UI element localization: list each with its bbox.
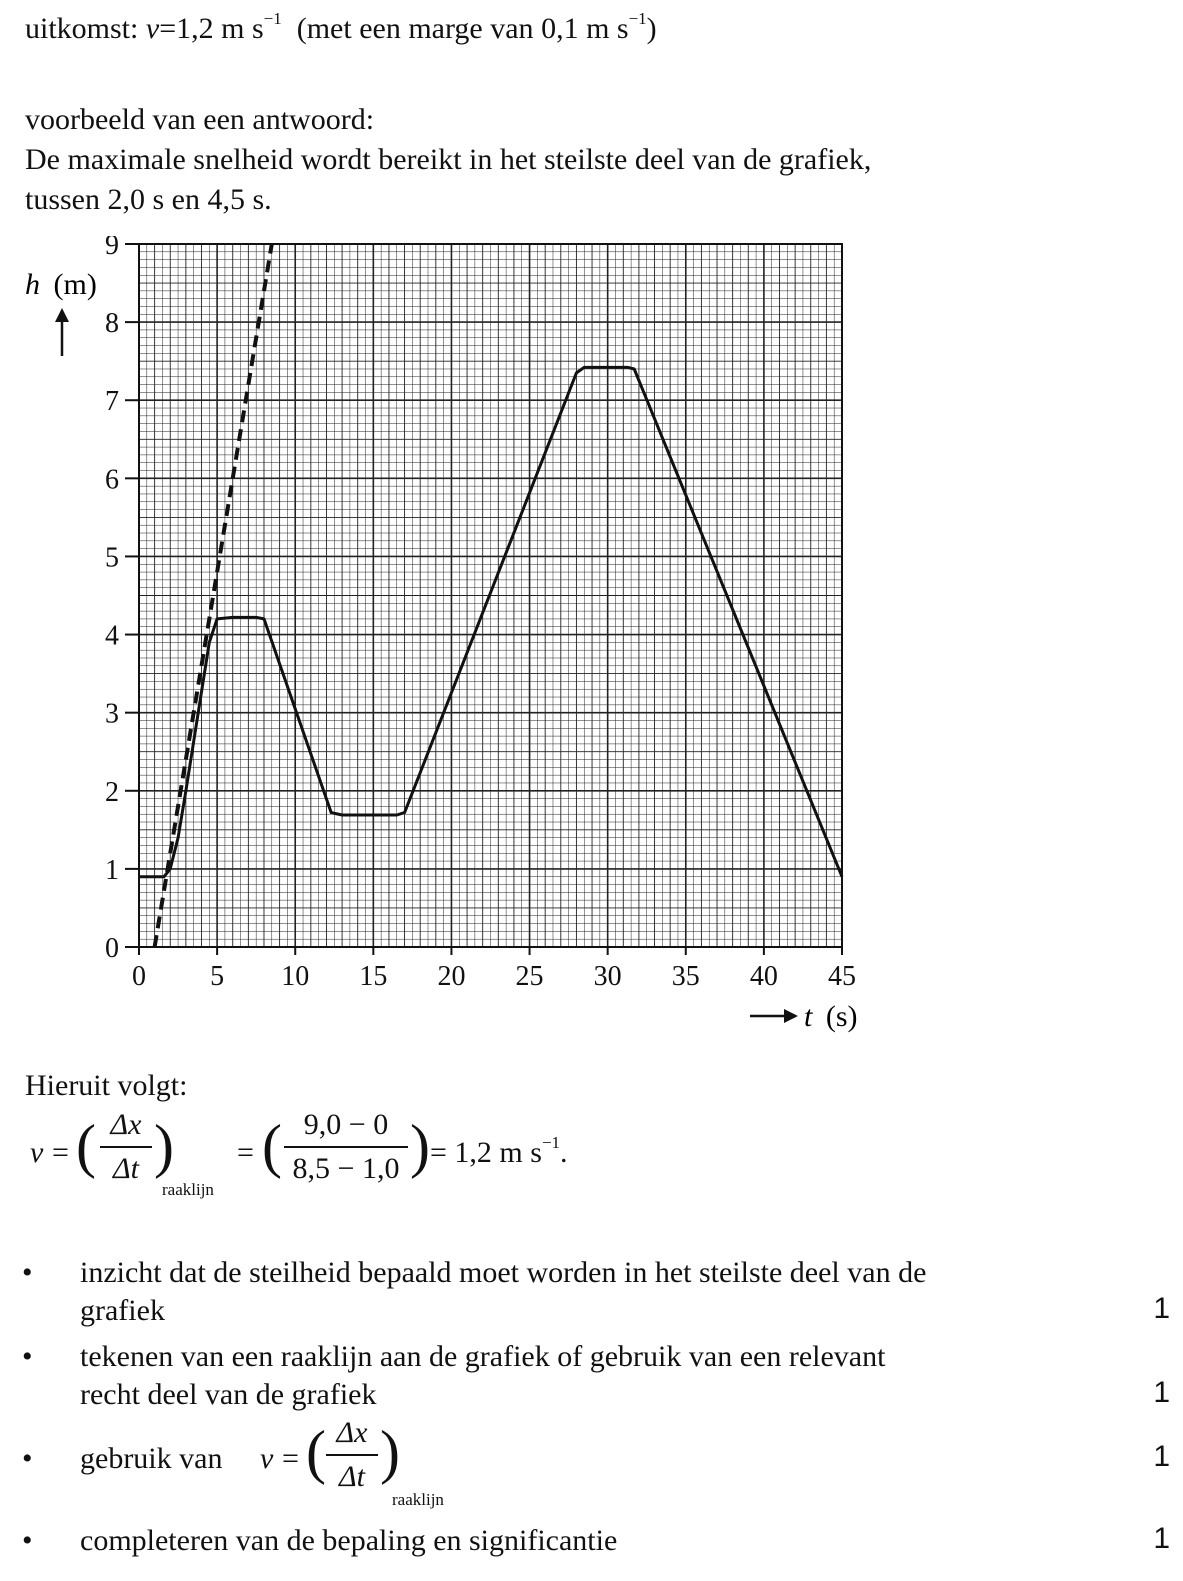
x-tick-label: 0 bbox=[132, 961, 146, 992]
y-tick-label: 5 bbox=[105, 542, 119, 574]
bullet-3: • bbox=[22, 1442, 33, 1475]
criterion-3-denominator: Δt bbox=[339, 1460, 365, 1493]
formula-eq: = bbox=[52, 1136, 69, 1169]
answer-label: uitkomst: bbox=[25, 12, 139, 45]
x-axis-unit: (s) bbox=[825, 1000, 858, 1033]
criterion-3-numerator: Δx bbox=[336, 1416, 368, 1449]
fraction-numerator: Δx bbox=[110, 1108, 142, 1141]
result-period: . bbox=[560, 1136, 568, 1169]
answer-eq: = bbox=[159, 12, 177, 45]
bullet-1: • bbox=[22, 1256, 33, 1289]
formula-paren-open-2: ( bbox=[262, 1113, 282, 1179]
answer-value: 1,2 bbox=[176, 12, 214, 45]
x-axis-arrow-icon bbox=[750, 1009, 798, 1023]
formula-result bbox=[430, 1134, 568, 1172]
formula-paren-close: ) bbox=[154, 1113, 174, 1179]
formula-subscript: raaklijn bbox=[162, 1180, 214, 1199]
criterion-1-line-1: inzicht dat de steilheid bepaald moet worden in het steilste deel van de bbox=[80, 1256, 927, 1289]
y-tick-label: 4 bbox=[105, 620, 119, 652]
margin-open: (met een marge van bbox=[296, 12, 534, 45]
fraction-numerator-values: 9,0 − 0 bbox=[303, 1108, 389, 1141]
fraction-bar-values bbox=[284, 1146, 408, 1148]
criterion-2-line-2: recht deel van de grafiek bbox=[80, 1378, 377, 1411]
criterion-1-points: 1 bbox=[1153, 1292, 1170, 1325]
fraction-denominator-values: 8,5 − 1,0 bbox=[292, 1152, 400, 1185]
criteria-list bbox=[0, 1250, 1170, 1581]
result-exponent: −1 bbox=[541, 1133, 561, 1152]
x-tick-label: 35 bbox=[671, 961, 700, 992]
formula-paren-close-2: ) bbox=[410, 1113, 430, 1179]
criterion-2-points: 1 bbox=[1153, 1376, 1170, 1409]
answer-line bbox=[25, 10, 657, 48]
criterion-4-line-1: completeren van de bepaling en significantie bbox=[80, 1524, 618, 1557]
criterion-3-fraction-bar bbox=[326, 1454, 378, 1456]
criterion-3 bbox=[0, 1416, 1170, 1516]
criterion-3-text: gebruik van bbox=[80, 1442, 223, 1475]
formula-paren-open: ( bbox=[76, 1113, 96, 1179]
fraction-bar bbox=[100, 1146, 152, 1148]
criterion-2 bbox=[0, 1334, 1170, 1414]
x-tick-label: 30 bbox=[593, 961, 622, 992]
criterion-3-eq: = bbox=[282, 1442, 299, 1475]
x-tick-label: 40 bbox=[749, 961, 778, 992]
svg-text:t (s) bbox=[804, 1000, 858, 1033]
x-tick-label: 15 bbox=[359, 961, 388, 992]
y-axis-unit: (m) bbox=[53, 268, 97, 301]
criterion-2-line-1: tekenen van een raaklijn aan de grafiek of gebruik van een relevant bbox=[80, 1340, 886, 1373]
example-heading: voorbeeld van een antwoord: bbox=[25, 103, 375, 136]
formula-fraction-values bbox=[284, 1108, 408, 1186]
y-tick-label: 6 bbox=[105, 464, 119, 496]
y-tick-label: 2 bbox=[105, 776, 119, 808]
answer-var: v bbox=[145, 12, 160, 45]
criterion-3-subscript: raaklijn bbox=[392, 1490, 444, 1509]
bullet-2: • bbox=[22, 1340, 33, 1373]
y-tick-label: 0 bbox=[105, 933, 119, 964]
criterion-1-line-2: grafiek bbox=[80, 1294, 165, 1327]
y-axis-label bbox=[25, 268, 97, 356]
criterion-1 bbox=[0, 1250, 1170, 1330]
derivation-intro: Hieruit volgt: bbox=[25, 1069, 188, 1102]
fraction-denominator: Δt bbox=[113, 1152, 139, 1185]
criterion-3-fraction bbox=[326, 1416, 378, 1494]
criterion-3-paren-close: ) bbox=[380, 1419, 400, 1485]
x-tick-label: 45 bbox=[828, 961, 856, 992]
svg-text:h (m) bbox=[25, 268, 97, 301]
answer-exponent: −1 bbox=[263, 9, 282, 28]
formula-var: v bbox=[30, 1136, 44, 1169]
y-tick-label: 7 bbox=[105, 386, 119, 418]
y-tick-label: 1 bbox=[105, 854, 119, 886]
margin-exponent: −1 bbox=[628, 9, 647, 28]
formula-eq-2: = bbox=[237, 1136, 254, 1169]
y-axis-arrow-icon bbox=[55, 308, 69, 356]
criterion-4 bbox=[0, 1518, 1170, 1568]
margin-close: ) bbox=[646, 12, 657, 45]
example-line-1: De maximale snelheid wordt bereikt in het steilste deel van de grafiek, bbox=[25, 143, 872, 176]
criterion-3-points: 1 bbox=[1153, 1440, 1170, 1473]
x-tick-label: 20 bbox=[437, 961, 466, 992]
criterion-3-paren-open: ( bbox=[306, 1419, 326, 1485]
result-value: = 1,2 m s bbox=[430, 1136, 542, 1169]
margin-unit: m s bbox=[586, 12, 629, 45]
example-line-2: tussen 2,0 s en 4,5 s. bbox=[25, 183, 272, 216]
x-tick-label: 5 bbox=[210, 961, 225, 992]
criterion-4-points: 1 bbox=[1153, 1522, 1170, 1555]
y-axis-var: h bbox=[25, 268, 40, 301]
x-tick-label: 25 bbox=[515, 961, 544, 992]
y-tick-label: 3 bbox=[105, 698, 119, 730]
bullet-4: • bbox=[22, 1524, 33, 1557]
velocity-formula bbox=[0, 1100, 700, 1210]
answer-unit: m s bbox=[221, 12, 264, 45]
y-tick-label: 8 bbox=[105, 308, 119, 340]
height-time-chart bbox=[0, 236, 1183, 1036]
x-tick-label: 10 bbox=[281, 961, 310, 992]
x-axis-var: t bbox=[804, 1000, 813, 1033]
criterion-3-var: v bbox=[260, 1442, 274, 1475]
formula-fraction bbox=[100, 1108, 152, 1186]
x-axis-label bbox=[750, 1000, 858, 1033]
y-tick-label: 9 bbox=[105, 236, 119, 261]
margin-value: 0,1 bbox=[541, 12, 579, 45]
